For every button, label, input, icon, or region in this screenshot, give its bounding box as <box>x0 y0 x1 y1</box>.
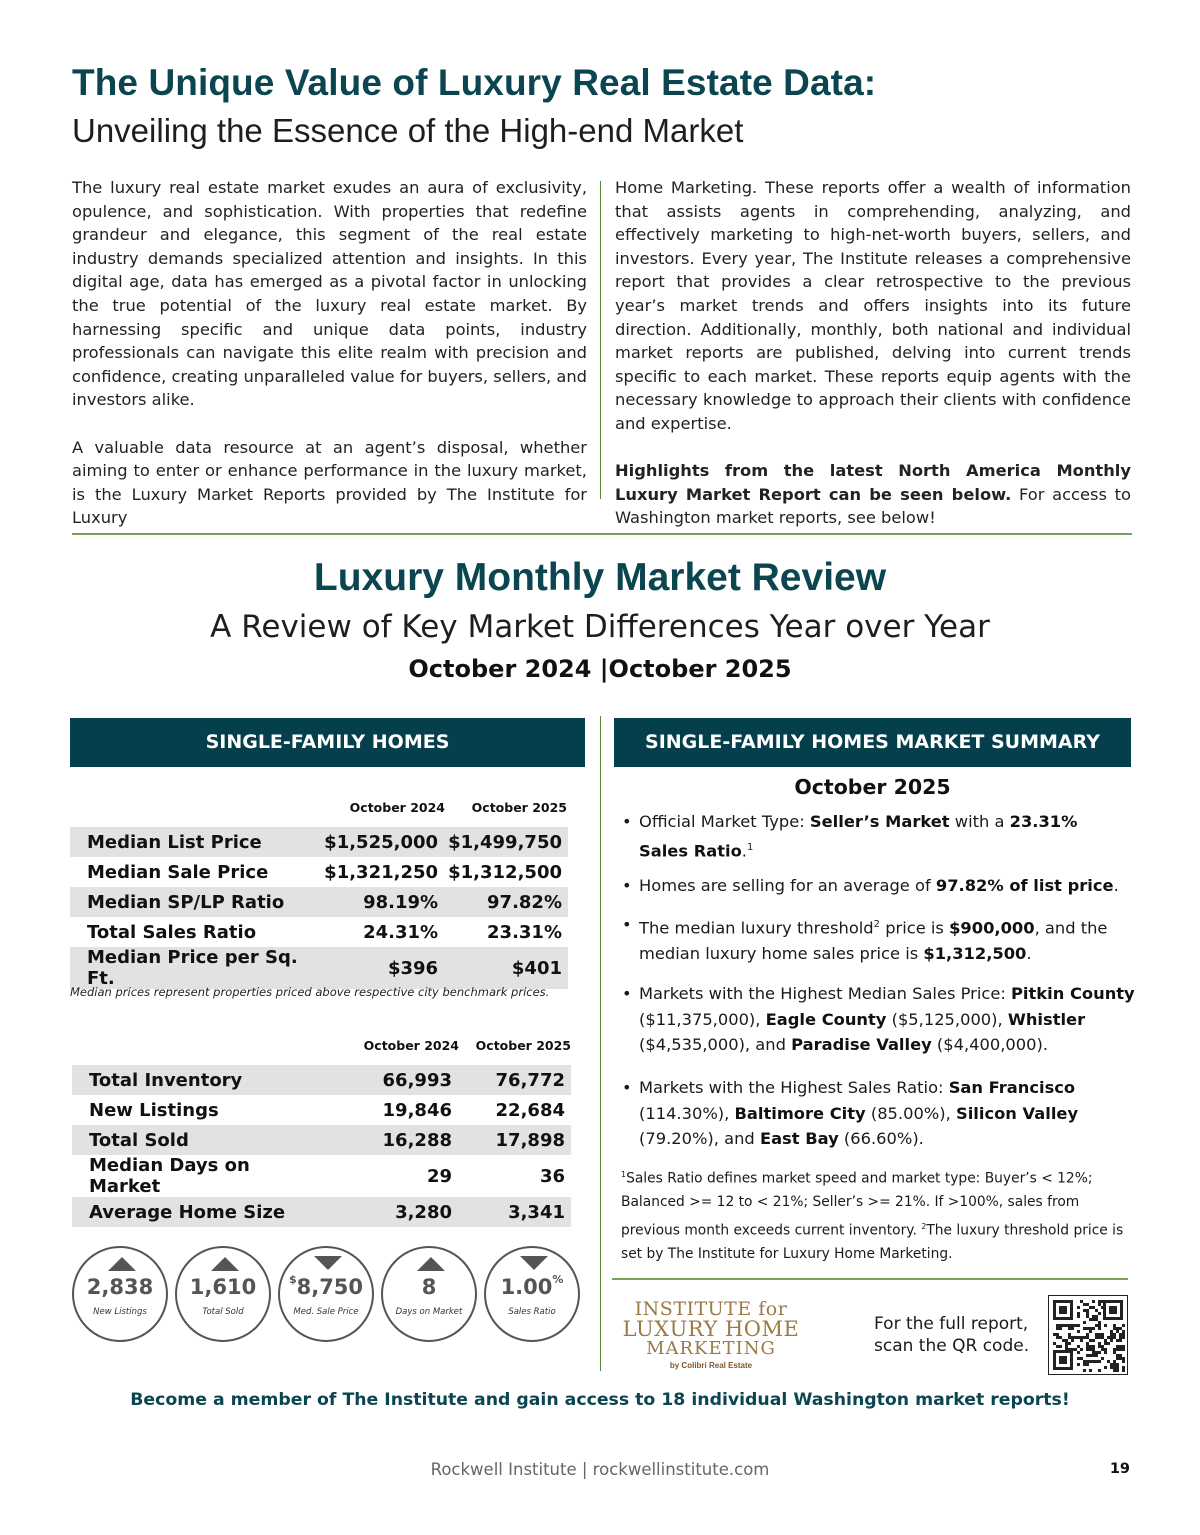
row-label: Median Price per Sq. Ft. <box>70 947 324 989</box>
change-circle <box>278 1246 374 1342</box>
value-2025: 97.82% <box>438 887 568 917</box>
value-number: 1,610 <box>189 1275 257 1299</box>
change-caption: Med. Sale Price <box>293 1307 359 1317</box>
value-2025: 23.31% <box>487 921 562 943</box>
row-label: Median Days on Market <box>89 1155 250 1197</box>
median-prices-footnote: Median prices represent properties priced above respective city benchmark prices. <box>70 985 550 999</box>
table-row <box>72 1125 571 1155</box>
section-divider <box>72 533 1132 535</box>
summary-date: October 2025 <box>794 775 951 799</box>
bullet-bold: Whistler <box>1007 1009 1086 1029</box>
value-2025: $1,499,750 <box>438 827 568 857</box>
page-title: The Unique Value of Luxury Real Estate Data: <box>72 62 877 103</box>
bullet-text: price is <box>880 918 950 938</box>
bullet-dot: • <box>622 876 632 895</box>
bullet-threshold <box>622 912 1124 966</box>
bullet-text: with a <box>949 812 1010 831</box>
bullet-text: (79.20%), and <box>639 1129 760 1148</box>
bullet-bold: Pitkin County <box>1011 984 1135 1003</box>
footnote-marker: 2 <box>921 1221 927 1231</box>
bullet-bold: Eagle County <box>765 1009 887 1029</box>
value-2024: 98.19% <box>324 887 438 917</box>
value-2024: 19,846 <box>382 1099 452 1121</box>
intro-paragraph-3: Home Marketing. These reports offer a wealth of information that assists agents in comprehending, analyzing, and effectively marketing to high-net-worth buyers, sellers, and investors. Every year, The Institute releases a comprehensive report that provides a clear retrospective to the previous year’s market trends and offers insights into its future direction. Additionally, monthly, both national and individual market reports are published, delving into current trends specific to each market. These reports equip agents with the necessary knowledge to approach their clients with confidence and expertise. <box>615 178 1131 433</box>
footnote-text: The luxury threshold price is set by The Institute for Luxury Home Marketing. <box>621 1222 1124 1262</box>
bullet-text: Markets with the Highest Sales Ratio: <box>639 1078 949 1097</box>
intro-left-column <box>72 176 587 530</box>
bullet-text: The median luxury threshold <box>639 918 874 938</box>
value-2024: 66,993 <box>327 1065 452 1095</box>
arrow-down-icon <box>314 1256 342 1270</box>
change-value <box>280 1275 372 1299</box>
table-row <box>72 1065 571 1095</box>
value-2024: 3,280 <box>327 1197 452 1227</box>
arrow-up-icon <box>211 1257 239 1271</box>
bullet-bold: Paradise Valley <box>791 1035 932 1054</box>
change-caption: Total Sold <box>202 1307 244 1317</box>
bullet-bold: East Bay <box>759 1129 839 1148</box>
change-caption: Sales Ratio <box>508 1307 556 1317</box>
change-value <box>383 1275 475 1299</box>
bullet-text: . <box>741 840 747 860</box>
change-circle <box>484 1246 580 1342</box>
value-2025: $1,312,500 <box>448 861 562 883</box>
bullet-text: . <box>1026 943 1032 963</box>
bullet-text: . <box>1113 876 1119 895</box>
arrow-up-icon <box>108 1257 136 1271</box>
bullet-dot: • <box>622 915 632 934</box>
change-circle <box>381 1246 477 1342</box>
table-row <box>72 1155 571 1197</box>
intro-paragraph-2: A valuable data resource at an agent’s disposal, whether aiming to enter or enhance performance in the luxury market, is the Luxury Market Reports provided by The Institute for Luxury <box>72 437 587 528</box>
panel-divider <box>600 716 601 1371</box>
page-subtitle: Unveiling the Essence of the High-end Market <box>72 112 744 149</box>
row-label: Total Inventory <box>72 1065 327 1095</box>
change-caption: Days on Market <box>395 1307 463 1317</box>
bullet-bold: Sales Ratio <box>639 840 742 860</box>
table-row <box>70 947 568 989</box>
bullet-text: ($5,125,000), <box>886 1009 1008 1029</box>
row-label: Median Sale Price <box>87 861 269 883</box>
bullet-text: Homes are selling for an average of <box>639 876 936 895</box>
logo-line-3: MARKETING <box>646 1338 776 1359</box>
single-family-homes-header: SINGLE-FAMILY HOMES <box>70 718 585 767</box>
table-row <box>70 917 568 947</box>
bullet-dot: • <box>622 984 632 1003</box>
value-number: 1.00 <box>500 1275 553 1299</box>
page-number: 19 <box>1109 1461 1130 1477</box>
bullet-text: Markets with the Highest Median Sales Price: <box>639 984 1011 1003</box>
row-label: Median SP/LP Ratio <box>70 887 324 917</box>
institute-logo <box>618 1300 804 1370</box>
value-2025: 36 <box>539 1165 565 1187</box>
bullet-highest-price <box>622 981 1139 1058</box>
price-stats-table <box>70 827 568 989</box>
value-2024: $1,525,000 <box>324 827 438 857</box>
change-value <box>486 1275 578 1299</box>
bullet-bold: 23.31% <box>1009 812 1078 831</box>
table-row <box>70 887 568 917</box>
change-caption: New Listings <box>93 1307 147 1317</box>
qr-code-icon[interactable] <box>1048 1295 1128 1375</box>
bullet-bold: Baltimore City <box>734 1103 866 1123</box>
membership-cta: Become a member of The Institute and gain access to 18 individual Washington market reports! <box>130 1390 1070 1410</box>
market-summary-header: SINGLE-FAMILY HOMES MARKET SUMMARY <box>614 718 1131 767</box>
bullet-bold: San Francisco <box>948 1078 1076 1097</box>
bullet-text: (114.30%), <box>639 1103 735 1123</box>
scan-qr-text: For the full report, scan the QR code. <box>874 1314 1030 1356</box>
bullet-bold: Seller’s Market <box>809 812 950 831</box>
footnote-text: Sales Ratio defines market speed and market type: Buyer’s < 12%; Balanced >= 12 to < 21%; Seller’s >= 21%. If >100%, sales from previous month exceeds current inventory. <box>621 1170 1093 1239</box>
bullet-bold: 97.82% of list price <box>935 876 1114 895</box>
table2-col-header-2025: October 2025 <box>475 1038 571 1053</box>
value-2025: $401 <box>438 947 568 989</box>
value-number: 2,838 <box>86 1275 154 1299</box>
footnote-marker: 2 <box>873 919 881 930</box>
footer-text: Rockwell Institute | rockwellinstitute.com <box>430 1460 770 1479</box>
highlights-bold-text: Highlights from the latest North America Monthly Luxury Market Report can be seen below. <box>615 461 1131 504</box>
value-2025: 3,341 <box>452 1197 571 1227</box>
value-2025: 76,772 <box>452 1065 571 1095</box>
footnote-marker: 1 <box>621 1170 627 1179</box>
logo-line-4: by Colibri Real Estate <box>669 1361 753 1370</box>
bullet-text: ($4,400,000). <box>931 1035 1049 1054</box>
bullet-text: ($11,375,000), <box>639 1009 766 1029</box>
bullet-text: ($4,535,000), and <box>639 1035 792 1054</box>
sales-ratio-footnote <box>621 1163 1141 1266</box>
value-2024: 16,288 <box>327 1125 452 1155</box>
bullet-text: (66.60%). <box>838 1129 924 1148</box>
bullet-dot: • <box>622 1078 632 1097</box>
value-2025: 17,898 <box>452 1125 571 1155</box>
value-2024: $1,321,250 <box>324 861 439 883</box>
table-row <box>72 1197 571 1227</box>
intro-right-column <box>615 176 1131 530</box>
table-row <box>72 1095 571 1125</box>
value-number: 8 <box>421 1275 437 1299</box>
table1-col-header-2025: October 2025 <box>471 800 567 815</box>
row-label: Total Sold <box>72 1125 327 1155</box>
inventory-stats-table <box>72 1065 571 1227</box>
table-row <box>70 857 568 887</box>
bullet-list-price <box>622 873 1119 899</box>
value-2024: $396 <box>324 947 438 989</box>
review-dates: October 2024 |October 2025 <box>408 655 792 683</box>
bullet-text: (85.00%), <box>865 1103 956 1123</box>
review-title: Luxury Monthly Market Review <box>313 556 887 599</box>
value-number: 8,750 <box>296 1275 364 1299</box>
logo-divider <box>612 1278 1128 1280</box>
arrow-down-icon <box>520 1256 548 1270</box>
value-2024: 24.31% <box>363 921 439 943</box>
intro-paragraph-1: The luxury real estate market exudes an aura of exclusivity, opulence, and sophistication. With properties that redefine grandeur and elegance, this segment of the real estate industry demands specialized attention and insights. In this digital age, data has emerged as a pivotal factor in unlocking the true potential of the luxury real estate market. By harnessing specific and unique data points, industry professionals can navigate this elite realm with precision and confidence, creating unparalleled value for buyers, sellers, and investors alike. <box>72 178 587 410</box>
column-divider <box>600 181 601 499</box>
row-label: Median List Price <box>70 827 324 857</box>
row-label: Total Sales Ratio <box>87 921 257 943</box>
intro-paragraph-4 <box>615 459 1131 530</box>
table1-col-header-2024: October 2024 <box>349 800 445 815</box>
change-value <box>177 1275 269 1299</box>
bullet-text: , and the median luxury home sales price is <box>639 918 1108 963</box>
footnote-marker: 1 <box>746 841 754 853</box>
arrow-up-icon <box>417 1257 445 1271</box>
logo-line-2: LUXURY HOME <box>622 1317 800 1341</box>
value-2025: 22,684 <box>495 1099 565 1121</box>
logo-line-1: INSTITUTE for <box>634 1298 788 1320</box>
table2-col-header-2024: October 2024 <box>363 1038 459 1053</box>
value-2024: 29 <box>426 1165 452 1187</box>
value-prefix: $ <box>288 1273 297 1286</box>
change-circle <box>175 1246 271 1342</box>
value-suffix: % <box>552 1273 564 1286</box>
bullet-text: Official Market Type: <box>639 812 810 831</box>
bullet-bold: $900,000 <box>949 918 1035 938</box>
change-value <box>74 1275 166 1299</box>
highlights-rest-text: For access to Washington market reports, see below! <box>615 484 1131 528</box>
change-circle <box>72 1246 168 1342</box>
row-label: New Listings <box>89 1099 219 1121</box>
bullet-bold: $1,312,500 <box>923 943 1027 963</box>
row-label: Average Home Size <box>72 1197 327 1227</box>
review-subtitle: A Review of Key Market Differences Year over Year <box>210 609 990 645</box>
bullet-market-type <box>622 809 1119 863</box>
table-row <box>70 827 568 857</box>
bullet-bold: Silicon Valley <box>955 1103 1079 1123</box>
bullet-highest-ratio <box>622 1075 1109 1152</box>
bullet-dot: • <box>622 812 632 831</box>
